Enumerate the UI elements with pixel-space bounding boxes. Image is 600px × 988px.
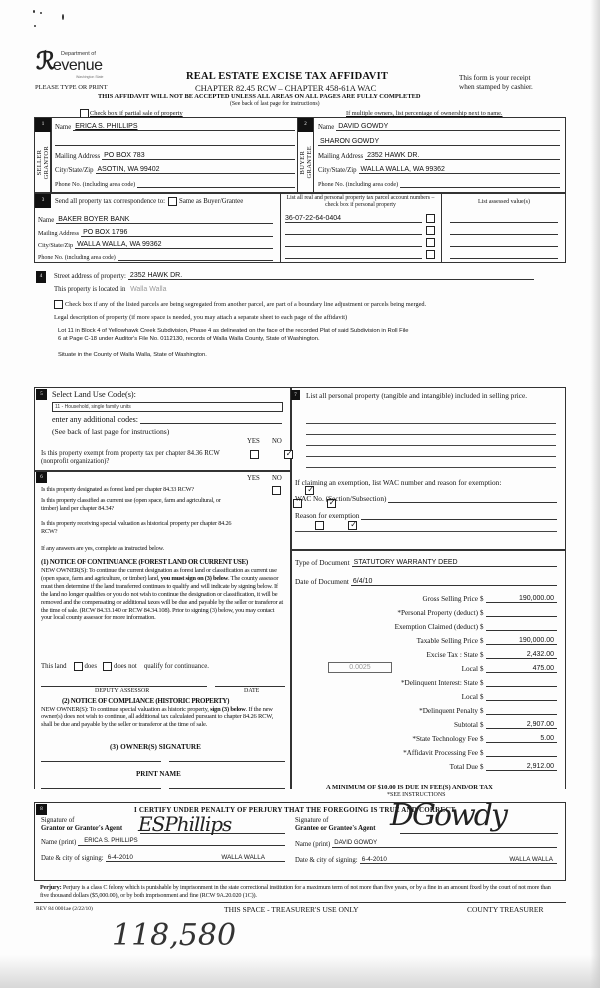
affidavit-processing-fee-row: *Affidavit Processing Fee $	[295, 748, 557, 757]
partial-sale-option: Check box if partial sale of property	[80, 109, 183, 118]
grantor-signature: ESPhillips	[138, 812, 232, 836]
scan-edge	[590, 0, 600, 988]
buyer-city-field[interactable]: WALLA WALLA, WA 99362	[359, 165, 560, 174]
parcel-number-field[interactable]: 36-07-22-64-0404	[285, 214, 422, 223]
grantor-signature-label: Signature of Grantor or Grantor's Agent	[41, 817, 123, 832]
land-use-code-select[interactable]: 11 - Household, single family units	[52, 402, 283, 412]
wac-number-row: WAC No. (Section/Subsection)	[295, 494, 557, 503]
seller-mailing-field[interactable]: PO BOX 783	[102, 151, 295, 160]
buyer-name2-field[interactable]: SHARON GOWDY	[318, 137, 560, 146]
does-qualify-checkbox[interactable]	[74, 662, 83, 671]
taxable-selling-price-field[interactable]: 190,000.00	[486, 636, 557, 645]
correspondence-city-field[interactable]: WALLA WALLA, WA 99362	[75, 240, 273, 249]
buyer-side-label: BUYER GRANTEE	[298, 146, 313, 179]
parcel-row	[285, 226, 435, 235]
buyer-city-row: City/State/Zip WALLA WALLA, WA 99362	[318, 165, 560, 174]
scan-speck	[34, 25, 36, 27]
notice-of-compliance-text: NEW OWNER(S): To continue special valuation as historic property, sign (3) below. If the new owner(s) does not wish to continue, all additional tax calculated pursuant to chapter 84.26 RCW, shall be due and payable by the seller or transferor at the time of sale.	[41, 706, 274, 728]
seller-name2-field[interactable]	[55, 137, 295, 146]
gross-selling-price-field[interactable]: 190,000.00	[486, 594, 557, 603]
buyer-mailing-row: Mailing Address 2352 HAWK DR.	[318, 151, 560, 160]
assessed-value-field[interactable]	[450, 226, 558, 235]
personal-property-line[interactable]	[306, 445, 556, 446]
assessor-date-line[interactable]	[215, 686, 285, 687]
document-date-field[interactable]: 6/4/10	[351, 577, 557, 586]
notice-of-continuance-text: NEW OWNER(S): To continue the current designation as forest land or classification as current use (open space, farm and agriculture, or timber) land, you must sign on (3) below. The county assessor must then determine if the land transferred continues to qualify and will indicate by signing below. If the land no longer qualifies or you do not wish to continue the designation or classification, it will be removed and the compensating or additional taxes will be due and payable by the seller or transferor at the time of sale. (RCW 84.33.140 or RCW 84.34.108). Prior to signing (3) below, you may contact your local county assessor for more information.	[41, 567, 283, 622]
excise-tax-local-field[interactable]: 475.00	[486, 664, 557, 673]
forest-yes-checkbox[interactable]	[272, 486, 281, 495]
exempt-yes-checkbox[interactable]	[250, 450, 259, 459]
grantee-name-field[interactable]: DAVID GOWDY	[332, 839, 557, 848]
parcels-header: List all real and personal property tax parcel account numbers – check box if personal property	[286, 195, 435, 208]
section-5-number: 5	[36, 389, 47, 400]
delinquent-interest-local-field[interactable]	[486, 692, 557, 701]
subtotal-row: Subtotal $ 2,907.00	[295, 720, 557, 729]
divider	[290, 387, 292, 789]
excise-tax-state-field[interactable]: 2,432.00	[486, 650, 557, 659]
scan-speck	[62, 14, 64, 20]
taxable-selling-price-row: Taxable Selling Price $ 190,000.00	[295, 636, 557, 645]
delinquent-penalty-field[interactable]	[486, 706, 557, 715]
divider	[51, 118, 52, 193]
section-7-number: 7	[291, 390, 300, 400]
owner-signature-line-1[interactable]	[41, 761, 161, 762]
grantee-signature-line[interactable]	[400, 833, 558, 834]
correspondence-heading: Send all property tax correspondence to: Same as Buyer/Grantee	[55, 198, 244, 205]
continuance-qualify-row: This land does does not qualify for continuance.	[41, 663, 209, 670]
correspondence-mailing-row: Mailing Address PO BOX 1796	[38, 228, 273, 237]
personal-property-line[interactable]	[306, 467, 556, 468]
seller-side-label: SELLER GRANTOR	[35, 132, 51, 193]
handwritten-number: 118,580	[112, 918, 237, 953]
buyer-name-field[interactable]: DAVID GOWDY	[336, 122, 560, 131]
legal-description[interactable]: Lot 11 in Block 4 of Yellowhawk Creek Subdivision, Phase 4 as delineated on the face of the recorded Plat of said Subdivision in Roll File 6 at Page C-18 under Auditor's File No. 0112130, records of Walla Walla County, State of Washington. Situate in the County of Walla Walla, State of Washington.	[58, 328, 409, 358]
seller-name2-row	[55, 137, 295, 146]
seller-city-field[interactable]: ASOTIN, WA 99402	[96, 165, 295, 174]
parcel-number-field[interactable]	[285, 250, 422, 259]
scan-shadow	[0, 955, 600, 988]
delinquent-interest-local-row: Local $	[295, 692, 557, 701]
scan-speck	[33, 10, 35, 13]
personal-property-deduct-field[interactable]	[486, 608, 557, 617]
seller-city-row: City/State/Zip ASOTIN, WA 99402	[55, 165, 295, 174]
personal-property-checkbox[interactable]	[426, 214, 435, 223]
excise-tax-local-row: Local $ 475.00	[295, 664, 557, 673]
document-type-row: Type of Document STATUTORY WARRANTY DEED	[295, 558, 557, 567]
grantee-name-row: Name (print) DAVID GOWDY	[295, 839, 557, 848]
print-name-line-2[interactable]	[169, 788, 285, 789]
buyer-mailing-field[interactable]: 2352 HAWK DR.	[365, 151, 560, 160]
correspondence-name-field[interactable]: BAKER BOYER BANK	[56, 215, 273, 224]
seller-mailing-row: Mailing Address PO BOX 783	[55, 151, 295, 160]
parcel-number-field[interactable]	[285, 226, 422, 235]
delinquent-interest-state-field[interactable]	[486, 678, 557, 687]
print-name-line-1[interactable]	[41, 788, 161, 789]
form-title: REAL ESTATE EXCISE TAX AFFIDAVIT	[186, 71, 389, 82]
correspondence-phone-row: Phone No. (including area code)	[38, 252, 273, 261]
same-as-buyer-checkbox[interactable]	[168, 197, 177, 206]
grantor-name-row: Name (print) ERICA S. PHILLIPS	[41, 837, 285, 846]
buyer-phone-row: Phone No. (including area code)	[318, 179, 560, 188]
located-in-field[interactable]: Walla Walla	[130, 286, 167, 293]
document-date-row: Date of Document 6/4/10	[295, 577, 557, 586]
grantee-signature: DGowdy	[390, 798, 506, 833]
seller-buyer-box	[34, 117, 566, 193]
subtotal-field[interactable]: 2,907.00	[486, 720, 557, 729]
parcel-row	[285, 250, 435, 259]
section-3-number: 3	[35, 194, 51, 208]
exemption-reason-line-2[interactable]	[295, 531, 557, 532]
parcel-row	[285, 214, 435, 223]
divider	[34, 470, 291, 472]
section-2-number: 2	[298, 118, 313, 132]
seller-phone-field[interactable]	[137, 179, 295, 188]
grantee-date-row: Date & city of signing: 6-4-2010 WALLA WALLA	[295, 855, 557, 864]
buyer-name2-row	[318, 137, 560, 146]
located-in-row: This property is located in Walla Walla	[54, 286, 167, 293]
correspondence-parcels-box	[34, 193, 566, 263]
personal-property-checkbox[interactable]	[426, 226, 435, 235]
correspondence-city-row: City/State/Zip WALLA WALLA, WA 99362	[38, 240, 273, 249]
owner-signature-line-2[interactable]	[169, 761, 285, 762]
exempt-no-checkbox[interactable]	[284, 450, 293, 459]
exemption-reason-row: Reason for exemption	[295, 511, 557, 520]
seller-phone-row: Phone No. (including area code)	[55, 179, 295, 188]
grantor-name-field[interactable]: ERICA S. PHILLIPS	[78, 837, 285, 846]
buyer-phone-field[interactable]	[400, 179, 560, 188]
divider	[291, 549, 566, 551]
grantor-date-row: Date & city of signing: 6-4-2010 WALLA WALLA	[41, 853, 285, 862]
exemption-claimed-row: Exemption Claimed (deduct) $	[295, 622, 557, 631]
personal-property-line[interactable]	[306, 423, 556, 424]
section-1-number: 1	[35, 118, 51, 132]
total-due-row: Total Due $ 2,912.00	[295, 762, 557, 771]
wac-number-field[interactable]	[388, 494, 557, 503]
agency-logo-word: evenue	[53, 57, 103, 74]
additional-codes-field[interactable]	[140, 415, 282, 424]
section-6-number: 6	[36, 472, 47, 483]
state-technology-fee-field[interactable]: 5.00	[486, 734, 557, 743]
divider	[313, 118, 314, 193]
grantor-date-field[interactable]: 6-4-2010 WALLA WALLA	[106, 853, 285, 862]
excise-tax-state-row: Excise Tax : State $ 2,432.00	[295, 650, 557, 659]
scan-speck	[40, 12, 42, 14]
buyer-name-row: Name DAVID GOWDY	[318, 122, 560, 131]
personal-property-line[interactable]	[306, 434, 556, 435]
segregated-checkbox[interactable]	[54, 300, 63, 309]
parcel-row	[285, 238, 435, 247]
assessed-value-field[interactable]	[450, 238, 558, 247]
document-type-field[interactable]: STATUTORY WARRANTY DEED	[352, 558, 557, 567]
perjury-notice: Perjury: Perjury is a class C felony which is punishable by imprisonment in the state correctional institution for a maximum term of not more than five years, or by a fine in an amount fixed by the court of not more than five thousand dollars ($5,000.00), or by both imprisonment and fine (RCW 9A.20.020 (1C)).	[34, 880, 566, 903]
grantee-signature-label: Signature of Grantee or Grantee's Agent	[295, 817, 376, 832]
grantee-date-field[interactable]: 6-4-2010 WALLA WALLA	[360, 855, 557, 864]
exemption-reason-field[interactable]	[361, 511, 557, 520]
correspondence-mailing-field[interactable]: PO BOX 1796	[81, 228, 273, 237]
state-technology-fee-row: *State Technology Fee $ 5.00	[295, 734, 557, 743]
divider	[441, 194, 442, 263]
total-due-field[interactable]: 2,912.00	[486, 762, 557, 771]
section-4-number: 4	[36, 271, 46, 283]
gross-selling-price-row: Gross Selling Price $ 190,000.00	[295, 594, 557, 603]
delinquent-penalty-row: *Delinquent Penalty $	[295, 706, 557, 715]
segregated-option: Check box if any of the listed parcels are being segregated from another parcel, are part of a boundary line adjustment or parcels being merged.	[54, 300, 426, 309]
personal-property-checkbox[interactable]	[426, 250, 435, 259]
agency-logo: ℛ Department of evenue Washington State	[36, 48, 104, 79]
personal-property-checkbox[interactable]	[426, 238, 435, 247]
divider	[280, 194, 281, 263]
correspondence-phone-field[interactable]	[118, 252, 273, 261]
affidavit-processing-fee-field[interactable]	[486, 748, 557, 757]
parcel-number-field[interactable]	[285, 238, 422, 247]
personal-property-line[interactable]	[306, 456, 556, 457]
street-address-row: Street address of property: 2352 HAWK DR.	[54, 271, 534, 280]
correspondence-name-row: Name BAKER BOYER BANK	[38, 215, 273, 224]
historic-yes-checkbox[interactable]	[315, 521, 324, 530]
street-address-field[interactable]: 2352 HAWK DR.	[128, 271, 534, 280]
local-rate-field[interactable]: 0.0025	[328, 662, 392, 673]
section-8-number: 8	[36, 804, 47, 815]
exemption-claimed-field[interactable]	[486, 622, 557, 631]
delinquent-interest-state-row: *Delinquent Interest: State $	[295, 678, 557, 687]
additional-codes-row: enter any additional codes:	[52, 415, 282, 424]
seller-name-row: Name ERICA S. PHILLIPS	[55, 122, 295, 131]
assessed-value-field[interactable]	[450, 250, 558, 259]
personal-property-deduct-row: *Personal Property (deduct) $	[295, 608, 557, 617]
does-not-qualify-checkbox[interactable]	[103, 662, 112, 671]
assessed-header: List assessed value(s)	[478, 199, 530, 205]
seller-name-field[interactable]: ERICA S. PHILLIPS	[73, 122, 295, 131]
deputy-assessor-signature-line[interactable]	[41, 686, 207, 687]
historic-no-checkbox[interactable]	[348, 521, 357, 530]
assessed-value-field[interactable]	[450, 214, 558, 223]
